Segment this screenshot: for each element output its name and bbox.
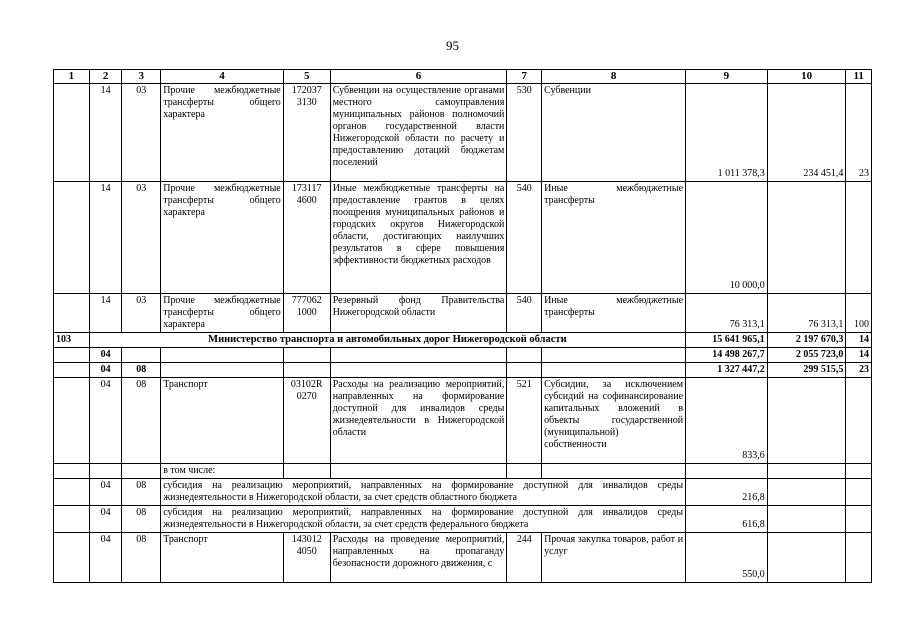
budget-table — [53, 69, 872, 583]
header-cell: 4 — [161, 70, 284, 84]
plan-amount: 76 313,1 — [686, 294, 768, 333]
expense-description: Иные межбюджетные трансферты на предоставление грантов в целях поощрения муниципальных районов и городских округов Нижегородской области, достигающих наилучших результатов в сфере повышения эффективности бюджетных расходов — [330, 182, 507, 294]
actual-amount: 299 515,5 — [767, 363, 846, 378]
target-code: 777062 1000 — [283, 294, 330, 333]
ministry-row — [54, 333, 872, 348]
type-code: 521 — [507, 378, 542, 464]
type-code: 530 — [507, 84, 542, 182]
plan-amount: 1 011 378,3 — [686, 84, 768, 182]
type-code: 540 — [507, 182, 542, 294]
plan-amount: 1 327 447,2 — [686, 363, 768, 378]
including-row — [54, 464, 872, 479]
subsection-code: 03 — [122, 294, 161, 333]
subsection-code: 08 — [122, 506, 161, 533]
type-name: Субсидии, за исключением субсидий на софинансирование капитальных вложений в объекты государственной (муниципальной) собственности — [542, 378, 686, 464]
header-cell: 5 — [283, 70, 330, 84]
header-cell: 7 — [507, 70, 542, 84]
target-code: 172037 3130 — [283, 84, 330, 182]
section-code: 14 — [89, 294, 122, 333]
target-code: 143012 4050 — [283, 533, 330, 583]
actual-amount: 2 197 670,3 — [767, 333, 846, 348]
actual-amount — [767, 182, 846, 294]
subsidy-description: субсидия на реализацию мероприятий, направленных на формирование доступной для инвалидов среды жизнедеятельности в Нижегородской области, за счет средств областного бюджета — [161, 479, 686, 506]
section-code: 04 — [89, 378, 122, 464]
target-code: 03102R 0270 — [283, 378, 330, 464]
section-code: 04 — [89, 506, 122, 533]
percent: 23 — [846, 363, 872, 378]
plan-amount: 10 000,0 — [686, 182, 768, 294]
type-code: 244 — [507, 533, 542, 583]
actual-amount: 76 313,1 — [767, 294, 846, 333]
header-cell: 6 — [330, 70, 507, 84]
section-code: 14 — [89, 84, 122, 182]
subsection-code: 03 — [122, 84, 161, 182]
percent: 100 — [846, 294, 872, 333]
table-row — [54, 479, 872, 506]
including-label: в том числе: — [161, 464, 284, 479]
table-row — [54, 506, 872, 533]
type-name: Иные межбюджетные трансферты — [542, 182, 686, 294]
subsection-code: 08 — [122, 479, 161, 506]
percent: 14 — [846, 333, 872, 348]
section-code: 04 — [89, 348, 122, 363]
header-cell: 11 — [846, 70, 872, 84]
subsection-code: 08 — [122, 378, 161, 464]
plan-amount: 833,6 — [686, 378, 768, 464]
expense-description: Расходы на реализацию мероприятий, направленных на формирование доступной для инвалидов среды жизнедеятельности в Нижегородской области — [330, 378, 507, 464]
type-name: Субвенции — [542, 84, 686, 182]
header-cell: 10 — [767, 70, 846, 84]
expense-description: Субвенции на осуществление органами местного самоуправления муниципальных районов полномочий органов государственной власти Нижегородской области по расчету и предоставлению дотаций бюджетам поселений — [330, 84, 507, 182]
table-row — [54, 378, 872, 464]
header-row — [54, 70, 872, 84]
header-cell: 3 — [122, 70, 161, 84]
header-cell: 2 — [89, 70, 122, 84]
section-code: 04 — [89, 363, 122, 378]
subsection-name: Транспорт — [161, 378, 284, 464]
plan-amount: 14 498 267,7 — [686, 348, 768, 363]
header-cell: 8 — [542, 70, 686, 84]
header-cell: 9 — [686, 70, 768, 84]
subsidy-description: субсидия на реализацию мероприятий, направленных на формирование доступной для инвалидов среды жизнедеятельности в Нижегородской области, за счет средств федерального бюджета — [161, 506, 686, 533]
percent: 23 — [846, 84, 872, 182]
section-code: 14 — [89, 182, 122, 294]
type-name: Иные межбюджетные трансферты — [542, 294, 686, 333]
type-name: Прочая закупка товаров, работ и услуг — [542, 533, 686, 583]
section-code: 04 — [89, 533, 122, 583]
subsection-name: Прочие межбюджетные трансферты общего характера — [161, 84, 284, 182]
target-code: 173117 4600 — [283, 182, 330, 294]
percent — [846, 182, 872, 294]
plan-amount: 550,0 — [686, 533, 768, 583]
subsection-row — [54, 363, 872, 378]
subsection-code: 08 — [122, 363, 161, 378]
table-row — [54, 84, 872, 182]
section-row — [54, 348, 872, 363]
page-number: 95 — [446, 38, 459, 53]
subsection-name: Прочие межбюджетные трансферты общего характера — [161, 294, 284, 333]
subsection-code: 08 — [122, 533, 161, 583]
type-code: 540 — [507, 294, 542, 333]
plan-amount: 216,8 — [686, 479, 768, 506]
expense-description: Расходы на проведение мероприятий, направленных на пропаганду безопасности дорожного движения, с — [330, 533, 507, 583]
section-code: 04 — [89, 479, 122, 506]
actual-amount: 2 055 723,0 — [767, 348, 846, 363]
expense-description: Резервный фонд Правительства Нижегородской области — [330, 294, 507, 333]
ministry-name: Министерство транспорта и автомобильных дорог Нижегородской области — [89, 333, 685, 348]
header-cell: 1 — [54, 70, 90, 84]
plan-amount: 15 641 965,1 — [686, 333, 768, 348]
table-row — [54, 533, 872, 583]
plan-amount: 616,8 — [686, 506, 768, 533]
actual-amount: 234 451,4 — [767, 84, 846, 182]
percent: 14 — [846, 348, 872, 363]
subsection-name: Прочие межбюджетные трансферты общего характера — [161, 182, 284, 294]
subsection-name: Транспорт — [161, 533, 284, 583]
subsection-code: 03 — [122, 182, 161, 294]
table-row — [54, 294, 872, 333]
table-row — [54, 182, 872, 294]
ministry-code: 103 — [54, 333, 90, 348]
